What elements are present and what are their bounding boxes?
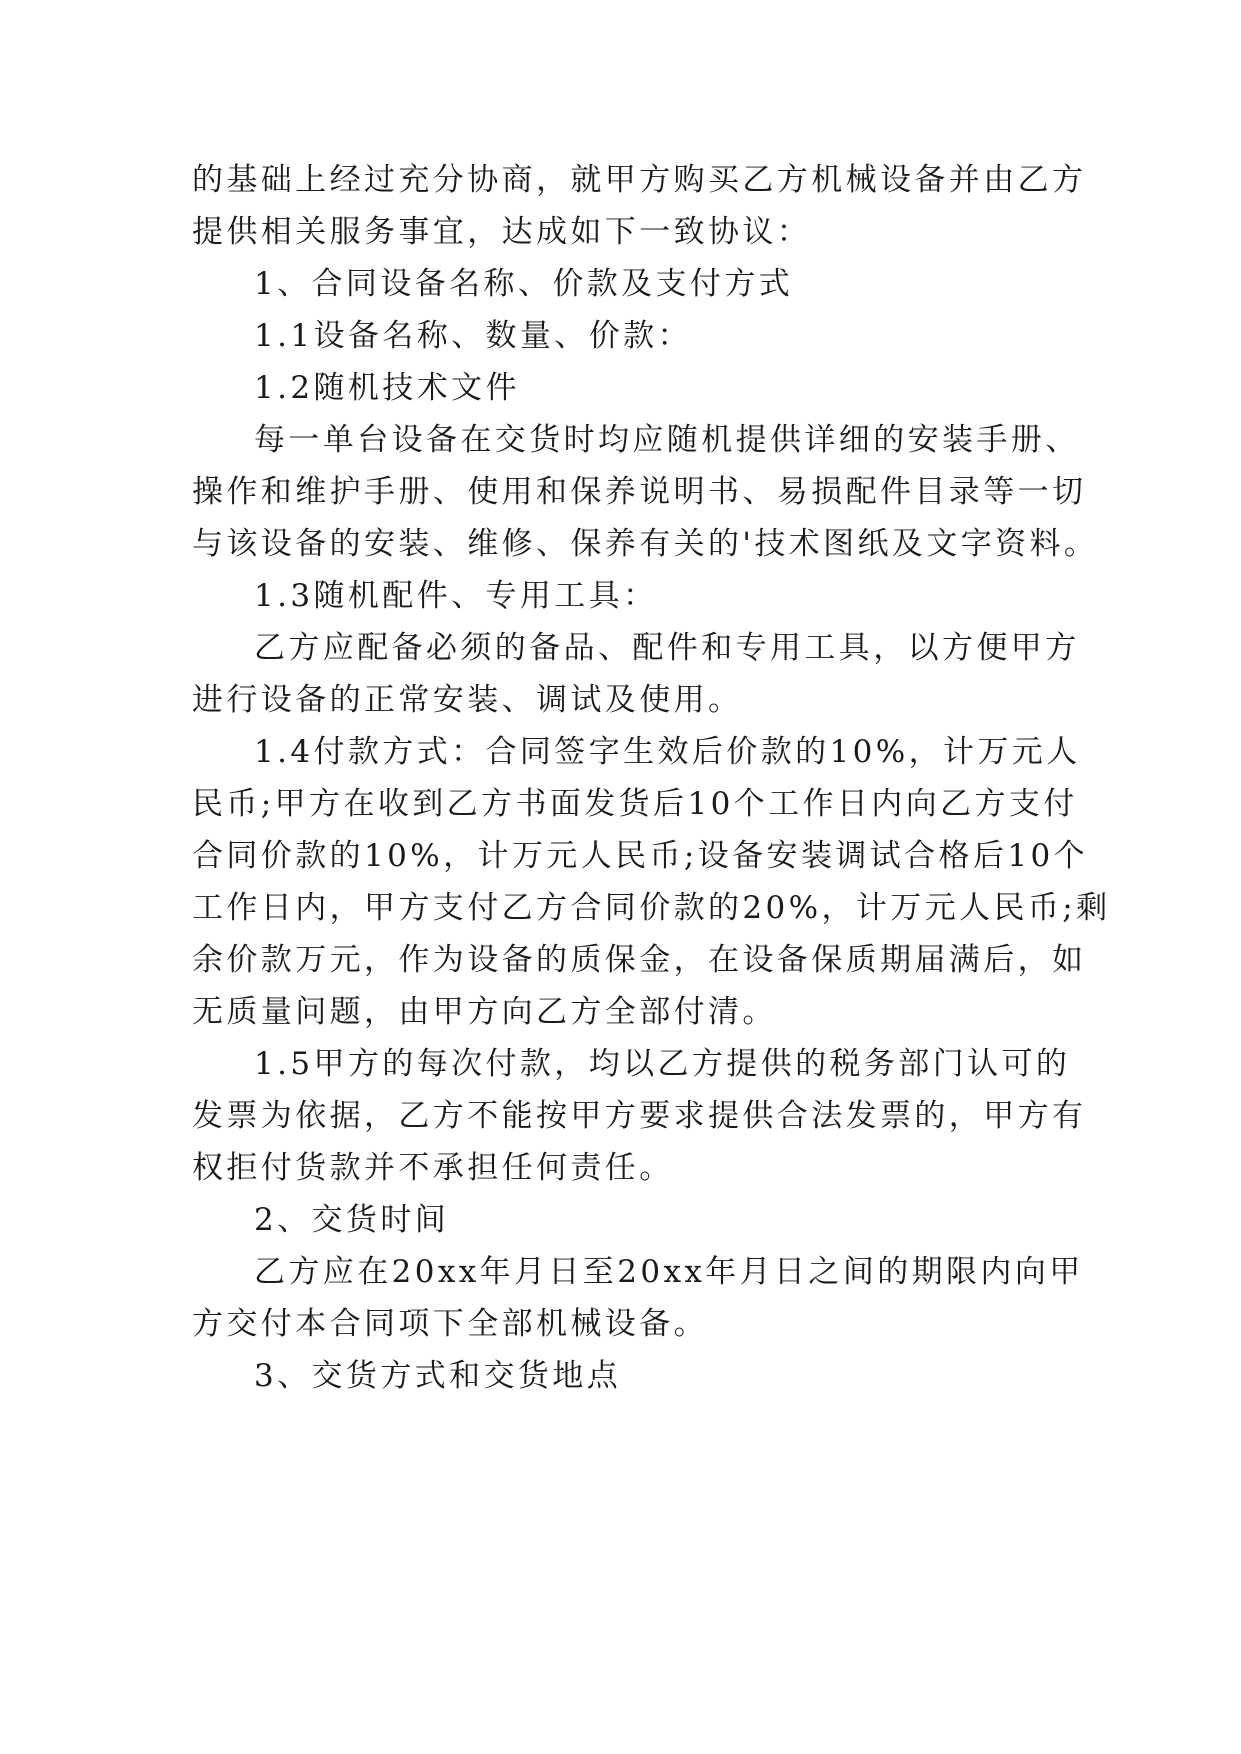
text-line-11: 进行设备的正常安装、调试及使用。 <box>192 682 743 718</box>
text-line-23: 方交付本合同项下全部机械设备。 <box>192 1306 708 1342</box>
section-heading-3: 3、交货方式和交货地点 <box>254 1358 622 1394</box>
subsection-heading-1-1: 1.1设备名称、数量、价款： <box>254 318 692 354</box>
subsection-heading-1-3: 1.3随机配件、专用工具： <box>254 578 658 614</box>
subsection-heading-1-5: 1.5甲方的每次付款，均以乙方提供的税务部门认可的 <box>254 1046 1071 1082</box>
subsection-heading-1-4: 1.4付款方式：合同签字生效后价款的10%，计万元人 <box>254 734 1081 770</box>
text-line-1: 的基础上经过充分协商，就甲方购买乙方机械设备并由乙方 <box>192 162 1087 198</box>
text-line-8: 与该设备的安装、维修、保养有关的'技术图纸及文字资料。 <box>192 526 1099 562</box>
section-heading-2: 2、交货时间 <box>254 1202 450 1238</box>
text-line-16: 余价款万元，作为设备的质保金，在设备保质期届满后，如 <box>192 942 1087 978</box>
text-line-2: 提供相关服务事宜，达成如下一致协议： <box>192 214 812 250</box>
text-line-10: 乙方应配备必须的备品、配件和专用工具，以方便甲方 <box>254 630 1080 666</box>
text-line-14: 合同价款的10%，计万元人民币;设备安装调试合格后10个 <box>192 838 1088 874</box>
text-line-6: 每一单台设备在交货时均应随机提供详细的安装手册、 <box>254 422 1080 458</box>
text-line-22: 乙方应在20xx年月日至20xx年月日之间的期限内向甲 <box>254 1254 1084 1290</box>
text-line-17: 无质量问题，由甲方向乙方全部付清。 <box>192 994 777 1030</box>
text-line-19: 发票为依据，乙方不能按甲方要求提供合法发票的，甲方有 <box>192 1098 1087 1134</box>
text-line-7: 操作和维护手册、使用和保养说明书、易损配件目录等一切 <box>192 474 1087 510</box>
section-heading-1: 1、合同设备名称、价款及支付方式 <box>254 266 794 302</box>
subsection-heading-1-2: 1.2随机技术文件 <box>254 370 520 406</box>
text-line-13: 民币;甲方在收到乙方书面发货后10个工作日内向乙方支付 <box>192 786 1078 822</box>
text-line-15: 工作日内，甲方支付乙方合同价款的20%，计万元人民币;剩 <box>192 890 1111 926</box>
text-line-20: 权拒付货款并不承担任何责任。 <box>192 1150 674 1186</box>
